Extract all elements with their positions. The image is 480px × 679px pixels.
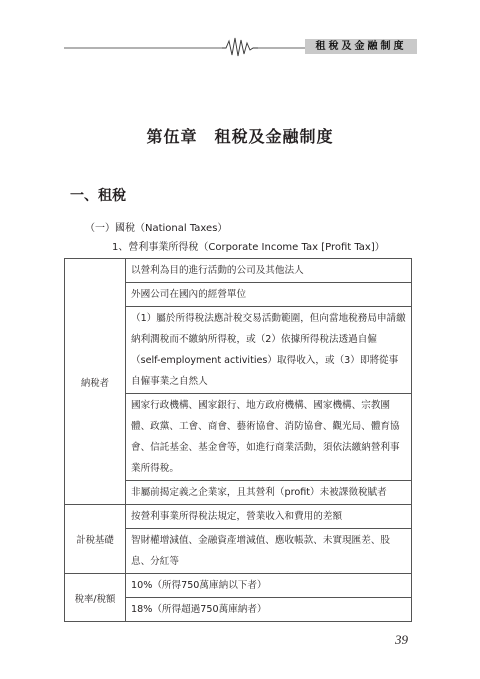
page-number: 39 [395,632,408,647]
subsection-title: （一）國稅（National Taxes） [85,223,228,234]
table-cell: 智財權增減值、金融資產增減值、應收帳款、未實現匯差、股息、分紅等 [126,529,412,574]
table-cell: 外國公司在國內的經營單位 [126,283,412,307]
heartbeat-icon [222,38,258,56]
table-row [65,259,412,283]
item-title: 1、營利事業所得稅（Corporate Income Tax [Profit Tax]） [112,242,385,253]
row-label-tax-base: 計稅基礎 [65,505,126,574]
section-title: 一、租稅 [70,188,126,204]
table-cell: 10%（所得750萬庫納以下者） [126,574,412,598]
row-label-taxpayer: 納稅者 [65,259,126,505]
table-cell: 以營利為目的進行活動的公司及其他法人 [126,259,412,283]
table-cell: 非屬前揭定義之企業家，且其營利（profit）未被課徵稅賦者 [126,481,412,505]
corporate-income-tax-table [64,258,412,622]
table-cell: 18%（所得超過750萬庫納者） [126,598,412,622]
table-cell: （1）屬於所得稅法應計稅交易活動範圍，但向當地稅務局申請繳納利潤稅而不繳納所得稅，或（2）依據所得稅法透過自僱（self-employment activities）取得收入，或（3）即將從事自僱事業之自然人 [126,307,412,394]
table-cell: 按營利事業所得稅法規定，營業收入和費用的差額 [126,505,412,529]
row-label-tax-rate: 稅率/稅額 [65,574,126,622]
chapter-title: 第伍章 租稅及金融制度 [146,127,334,146]
table-row [65,574,412,598]
running-header-label: 租稅及金融制度 [305,39,417,54]
table-cell: 國家行政機構、國家銀行、地方政府機構、國家機構、宗教團體、政黨、工會、商會、藝術協會、消防協會、觀光局、體育協會、信託基金、基金會等，如進行商業活動，須依法繳納營利事業所得稅。 [126,394,412,481]
table-row [65,505,412,529]
